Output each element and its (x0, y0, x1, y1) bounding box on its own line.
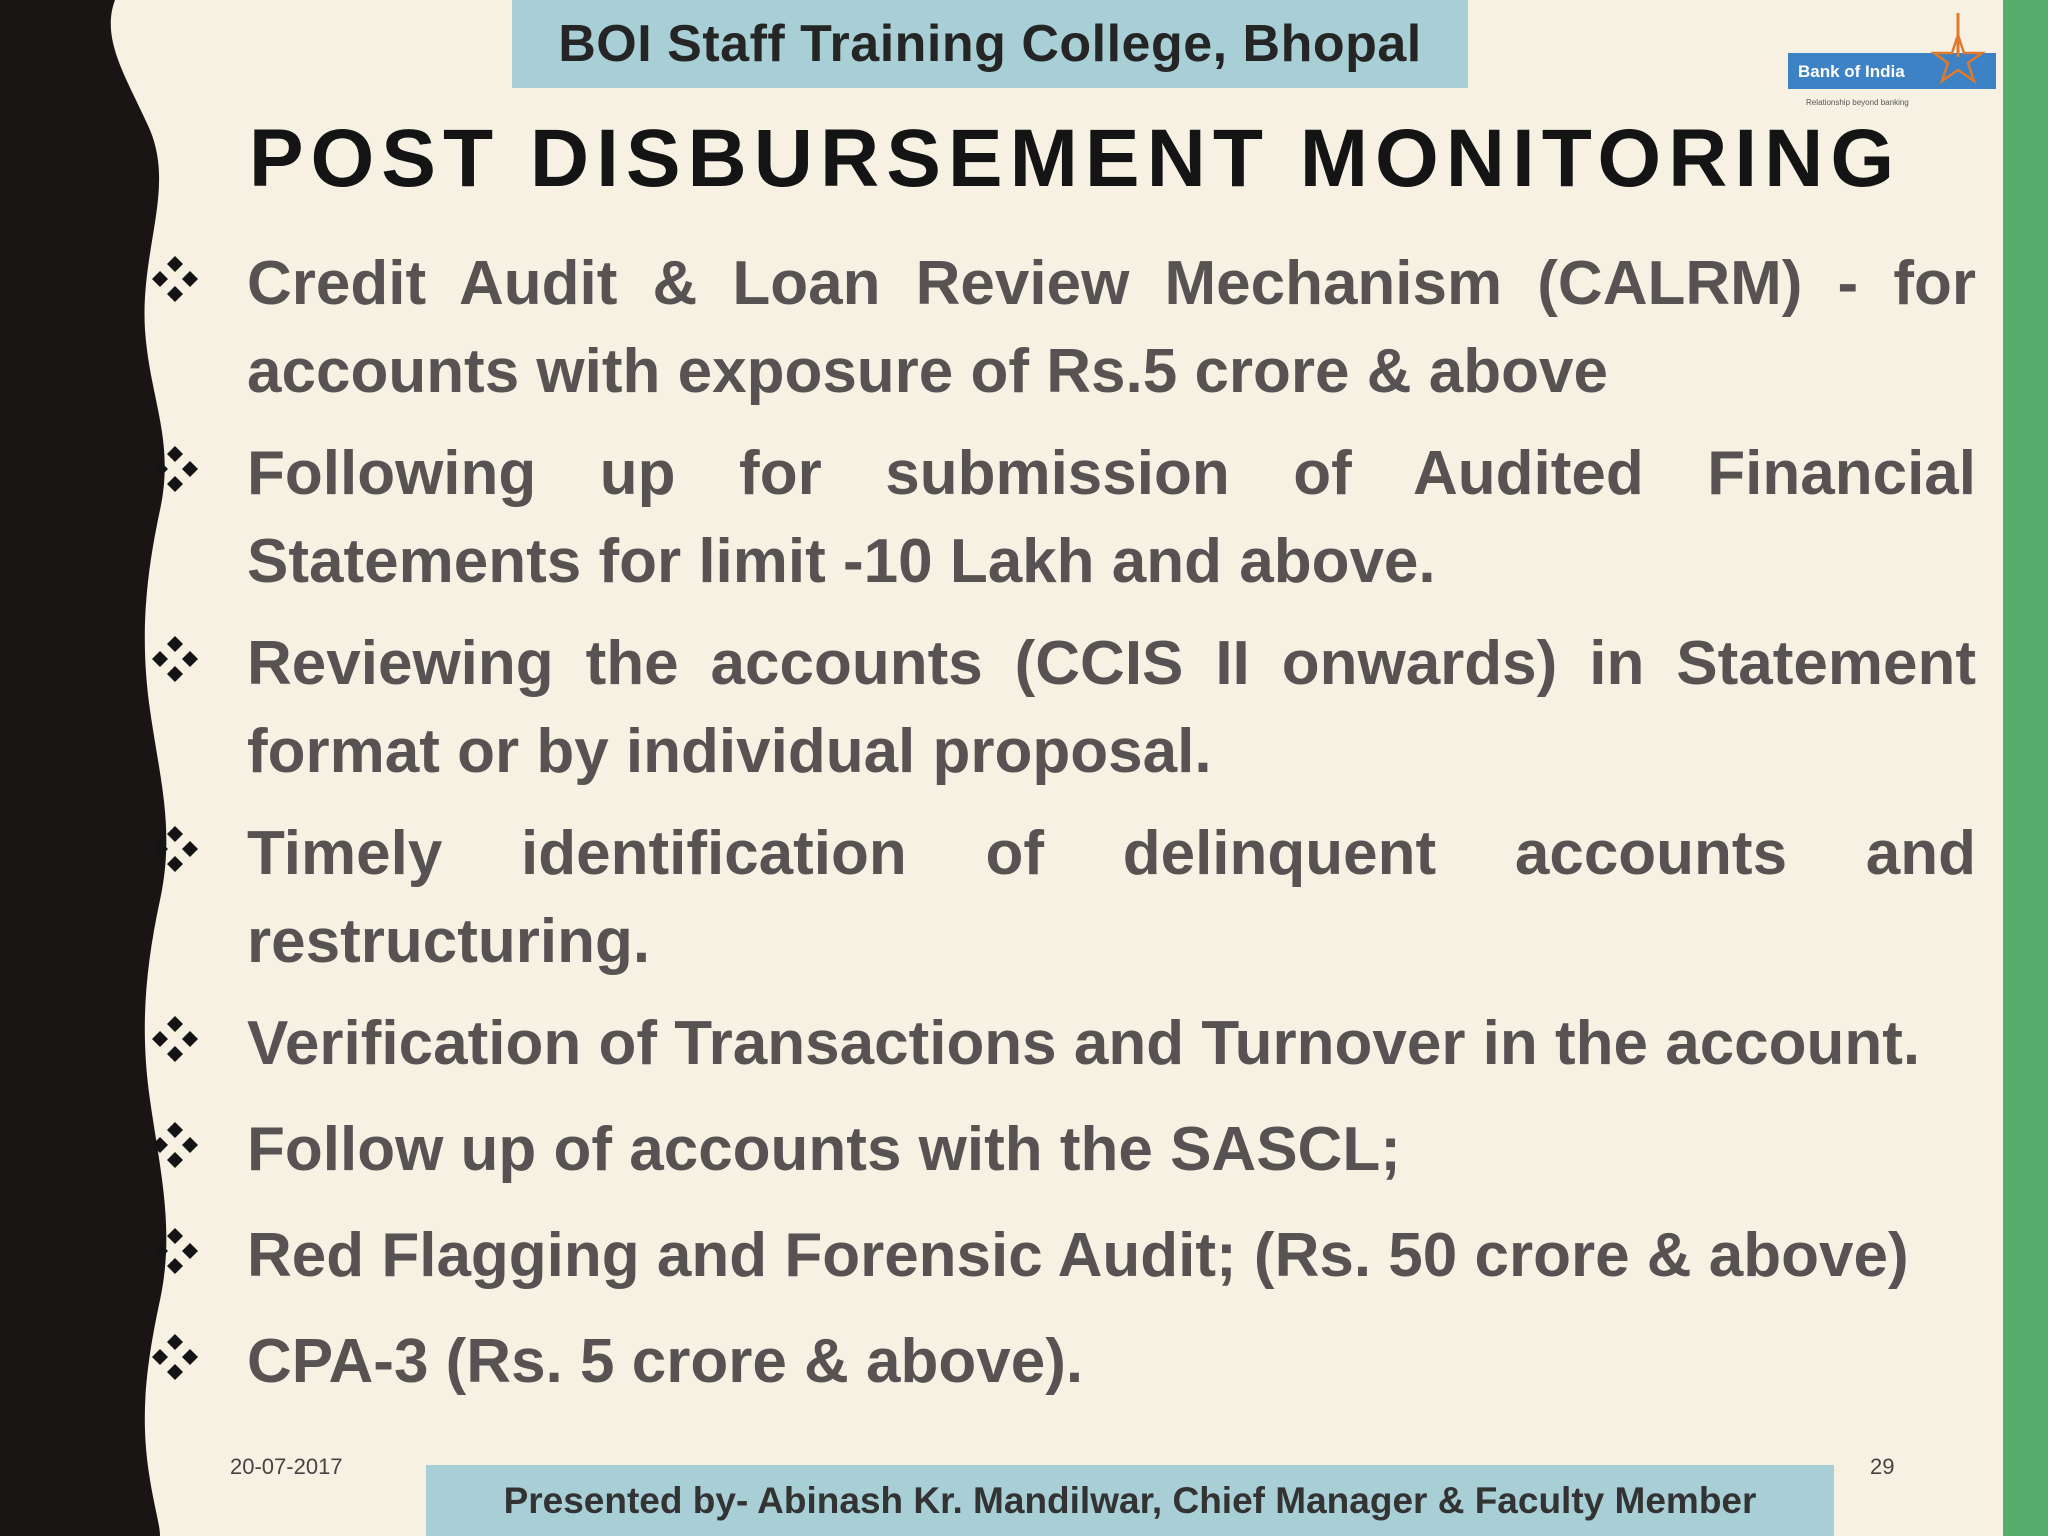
slide-date: 20-07-2017 (230, 1454, 343, 1479)
bullet-text: Reviewing the accounts (CCIS II onwards) in Statement format or by individual proposal. (247, 629, 1976, 786)
bullet-text: Red Flagging and Forensic Audit; (Rs. 50 crore & above) (247, 1221, 1909, 1290)
diamond-bullet-icon (150, 254, 200, 304)
bank-logo (1788, 5, 1998, 113)
bullet-text: Credit Audit & Loan Review Mechanism (CALRM) - for accounts with exposure of Rs.5 crore & above (247, 249, 1976, 406)
bullet-text: CPA-3 (Rs. 5 crore & above). (247, 1327, 1084, 1396)
bullet-text: Following up for submission of Audited Financial Statements for limit -10 Lakh and above. (247, 439, 1976, 596)
bullet-text: Timely identification of delinquent accounts and restructuring. (247, 819, 1976, 976)
diamond-bullet-icon (150, 1332, 200, 1382)
bullet-text: Verification of Transactions and Turnover in the account. (247, 1009, 1921, 1078)
bullet-item (150, 620, 1976, 796)
bullet-item (150, 240, 1976, 416)
diamond-bullet-icon (150, 444, 200, 494)
header-banner-text: BOI Staff Training College, Bhopal (558, 15, 1422, 73)
bullet-text: Follow up of accounts with the SASCL; (247, 1115, 1401, 1184)
diamond-bullet-icon (150, 634, 200, 684)
bullet-list (150, 240, 1976, 1406)
presenter-text: Presented by- Abinash Kr. Mandilwar, Chief Manager & Faculty Member (503, 1479, 1757, 1521)
bullet-item (150, 1212, 1976, 1300)
bullet-item (150, 1106, 1976, 1194)
bullet-item (150, 810, 1976, 986)
diamond-bullet-icon (150, 1120, 200, 1170)
slide-title: POST DISBURSEMENT MONITORING (248, 113, 1902, 204)
logo-tagline: Relationship beyond banking (1806, 98, 1909, 107)
diamond-bullet-icon (150, 1014, 200, 1064)
page-number: 29 (1870, 1454, 1895, 1479)
header-banner (512, 0, 1468, 88)
footer-banner (426, 1465, 1834, 1536)
right-accent-bar (2003, 0, 2048, 1536)
diamond-bullet-icon (150, 1226, 200, 1276)
bullet-item (150, 430, 1976, 606)
diamond-bullet-icon (150, 824, 200, 874)
bullet-item (150, 1318, 1976, 1406)
bullet-item (150, 1000, 1976, 1088)
logo-text: Bank of India (1798, 62, 1905, 81)
